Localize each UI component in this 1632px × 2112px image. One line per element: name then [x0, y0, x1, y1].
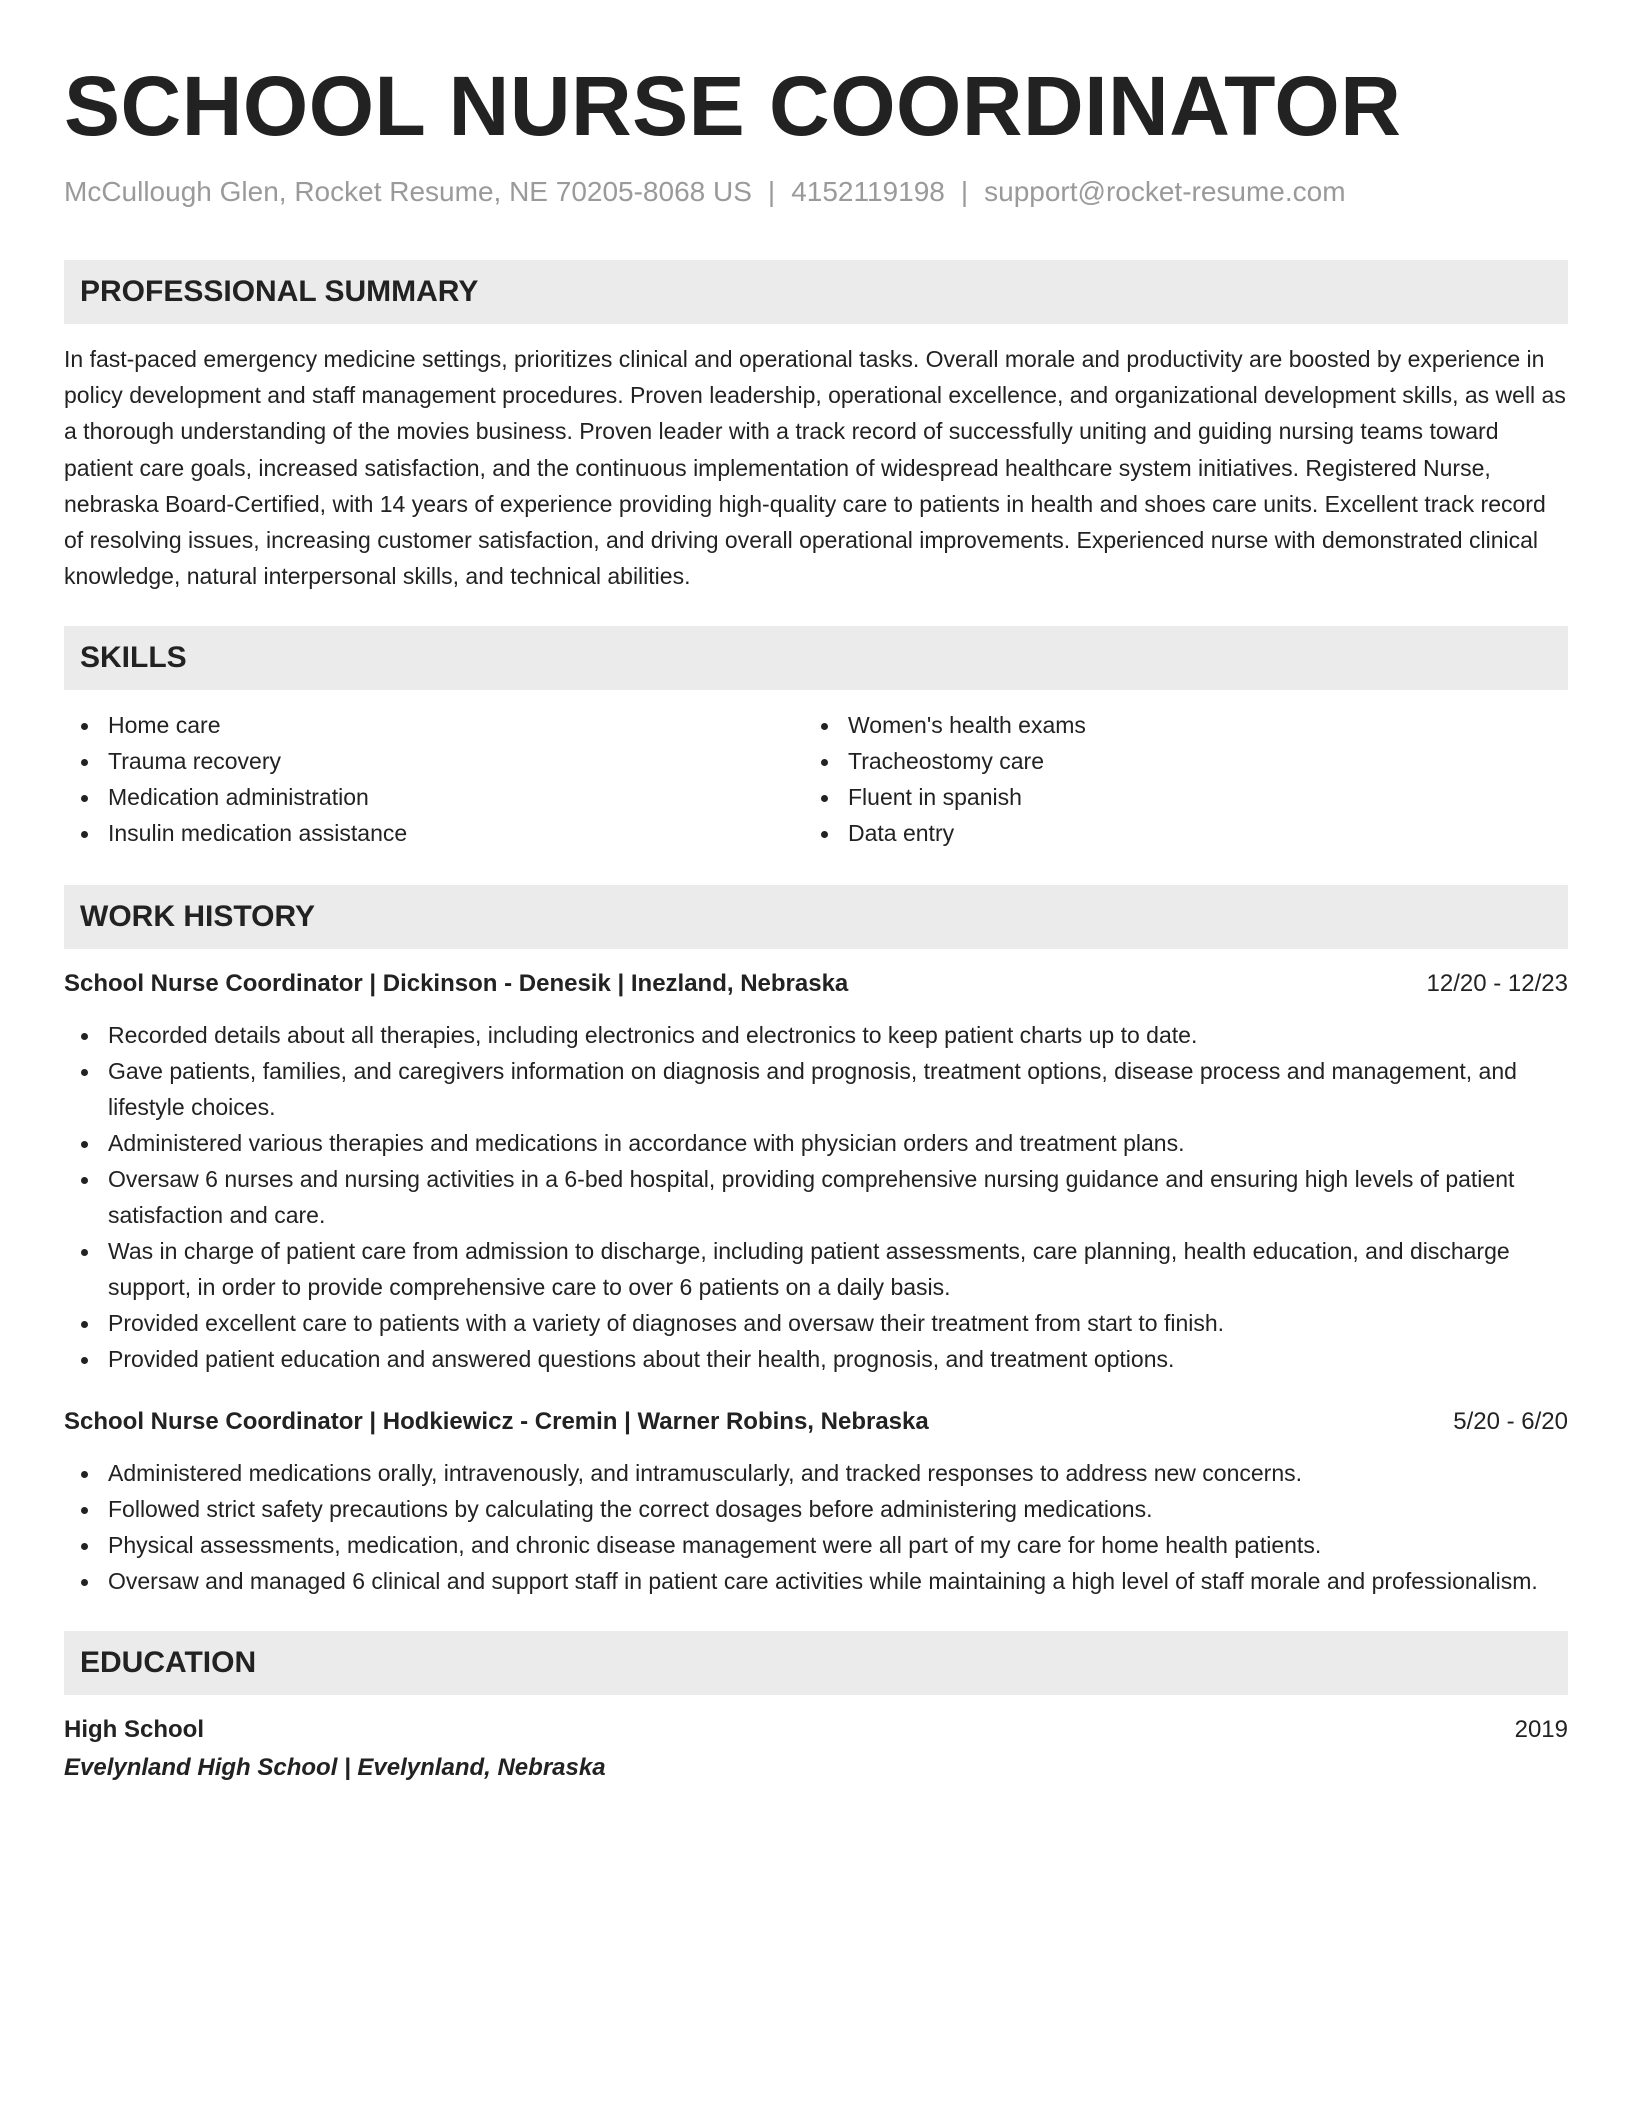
contact-line: [64, 174, 1568, 210]
skill-item: Women's health exams: [804, 707, 1544, 743]
skills-column-left: [64, 707, 804, 851]
skill-item: Insulin medication assistance: [64, 815, 804, 851]
education-degree: High School: [64, 1716, 204, 1744]
job-header: [64, 1405, 1568, 1439]
summary-text: In fast-paced emergency medicine settings, prioritizes clinical and operational tasks. Overall morale and productivity are boosted by experience in policy development and staff management procedures. Proven leadership, operational excellence, and organizational development skills, as well as a thorough understanding of the movies business. Proven leader with a track record of successfully uniting and guiding nursing teams toward patient care goals, increased satisfaction, and the continuous implementation of widespread healthcare system initiatives. Registered Nurse, nebraska Board-Certified, with 14 years of experience providing high-quality care to patients in health and shoes care units. Excellent track record of resolving issues, increasing customer satisfaction, and driving overall operational improvements. Experienced nurse with demonstrated clinical knowledge, natural interpersonal skills, and technical abilities.: [64, 346, 1566, 590]
job-duty-item: Administered medications orally, intravenously, and intramuscularly, and tracked responses to address new concerns.: [64, 1455, 1568, 1491]
contact-separator: |: [960, 176, 969, 207]
contact-separator: |: [767, 176, 776, 207]
job-duty-item: Oversaw and managed 6 clinical and support staff in patient care activities while maintaining a high level of staff morale and professionalism.: [64, 1563, 1568, 1599]
job-duty-item: Physical assessments, medication, and chronic disease management were all part of my care for home health patients.: [64, 1527, 1568, 1563]
skills-list: [64, 707, 1568, 851]
job-duty-item: Oversaw 6 nurses and nursing activities in a 6-bed hospital, providing comprehensive nursing guidance and ensuring high levels of patient satisfaction and care.: [64, 1161, 1568, 1233]
education-header: [64, 1713, 1568, 1747]
job-dates: 12/20 - 12/23: [1426, 970, 1568, 998]
contact-phone: 4152119198: [791, 176, 945, 207]
job-duty-item: Was in charge of patient care from admission to discharge, including patient assessments, care planning, health education, and discharge support, in order to provide comprehensive care to over 6 patients on a daily basis.: [64, 1233, 1568, 1305]
job-duties-list: [64, 1455, 1568, 1599]
section-header-education: EDUCATION: [64, 1631, 1568, 1695]
skill-item: Tracheostomy care: [804, 743, 1544, 779]
skill-item: Home care: [64, 707, 804, 743]
job-duty-item: Gave patients, families, and caregivers information on diagnosis and prognosis, treatment options, disease process and management, and lifestyle choices.: [64, 1053, 1568, 1125]
resume-name: SCHOOL NURSE COORDINATOR: [64, 59, 1402, 153]
contact-address: McCullough Glen, Rocket Resume, NE 70205-8068 US: [64, 176, 752, 207]
job-duty-item: Provided excellent care to patients with a variety of diagnoses and oversaw their treatment from start to finish.: [64, 1305, 1568, 1341]
job-duty-item: Recorded details about all therapies, including electronics and electronics to keep patient charts up to date.: [64, 1017, 1568, 1053]
skill-item: Data entry: [804, 815, 1544, 851]
job-duty-item: Administered various therapies and medications in accordance with physician orders and treatment plans.: [64, 1125, 1568, 1161]
skill-item: Medication administration: [64, 779, 804, 815]
education-school: Evelynland High School | Evelynland, Nebraska: [64, 1754, 606, 1782]
job-title: School Nurse Coordinator | Hodkiewicz - Cremin | Warner Robins, Nebraska: [64, 1408, 929, 1436]
contact-email: support@rocket-resume.com: [984, 176, 1346, 207]
section-header-summary: PROFESSIONAL SUMMARY: [64, 260, 1568, 324]
job-duties-list: [64, 1017, 1568, 1377]
skill-item: Trauma recovery: [64, 743, 804, 779]
job-dates: 5/20 - 6/20: [1453, 1408, 1568, 1436]
job-title: School Nurse Coordinator | Dickinson - Denesik | Inezland, Nebraska: [64, 970, 849, 998]
education-year: 2019: [1514, 1716, 1568, 1744]
section-header-skills: SKILLS: [64, 626, 1568, 690]
job-duty-item: Provided patient education and answered questions about their health, prognosis, and treatment options.: [64, 1341, 1568, 1377]
job-duty-item: Followed strict safety precautions by calculating the correct dosages before administering medications.: [64, 1491, 1568, 1527]
job-header: [64, 967, 1568, 1001]
section-header-work-history: WORK HISTORY: [64, 885, 1568, 949]
skill-item: Fluent in spanish: [804, 779, 1544, 815]
skills-column-right: [804, 707, 1544, 851]
